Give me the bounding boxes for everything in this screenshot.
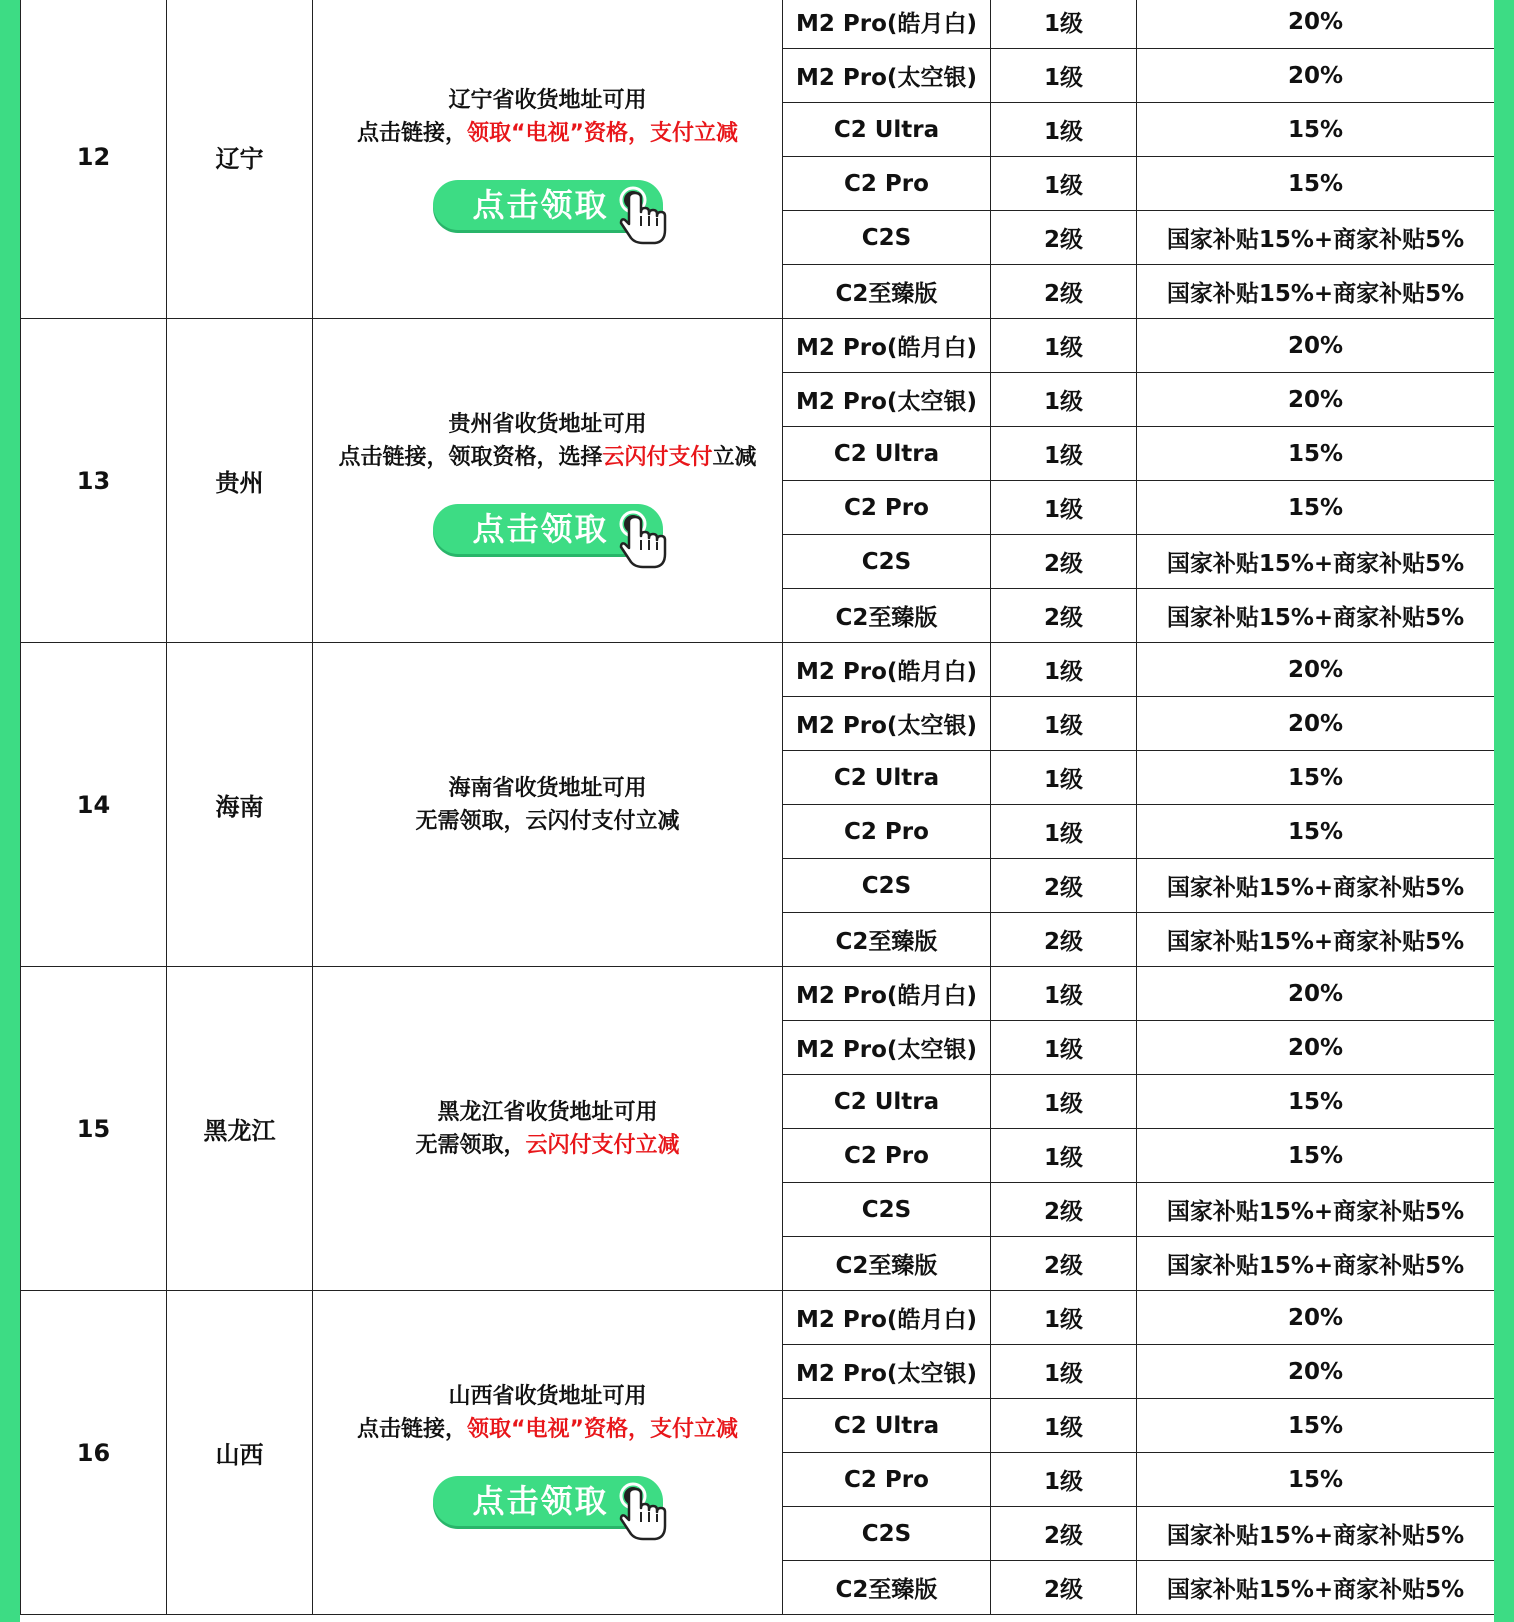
energy-grade: 2级: [991, 859, 1137, 913]
claim-button-label: 点击领取: [472, 1481, 609, 1520]
subsidy-value: 国家补贴15%+商家补贴5%: [1137, 589, 1495, 643]
subsidy-value: 20%: [1137, 643, 1495, 697]
model-name: C2 Pro: [783, 805, 991, 859]
model-name: M2 Pro(太空银): [783, 1345, 991, 1399]
table-row: [21, 0, 1495, 49]
subsidy-value: 15%: [1137, 805, 1495, 859]
model-name: C2至臻版: [783, 589, 991, 643]
energy-grade: 1级: [991, 0, 1137, 49]
subsidy-value: 国家补贴15%+商家补贴5%: [1137, 265, 1495, 319]
line2-black: 点击链接，领取资格，选择: [338, 444, 603, 470]
model-name: C2S: [783, 1507, 991, 1561]
subsidy-value: 15%: [1137, 427, 1495, 481]
claim-button-label: 点击领取: [472, 185, 609, 224]
model-name: C2 Pro: [783, 1453, 991, 1507]
subsidy-table-body: [21, 0, 1495, 1615]
subsidy-value: 国家补贴15%+商家补贴5%: [1137, 1561, 1495, 1615]
description-line1: 山西省收货地址可用: [448, 1383, 647, 1409]
subsidy-value: 15%: [1137, 1453, 1495, 1507]
energy-grade: 1级: [991, 1453, 1137, 1507]
model-name: C2至臻版: [783, 1561, 991, 1615]
model-name: C2至臻版: [783, 913, 991, 967]
description-line2: [317, 441, 778, 474]
line2-red: 云闪付支付: [602, 444, 713, 470]
claim-wrap: [317, 1476, 778, 1526]
table-row: [21, 319, 1495, 373]
row-number: 13: [21, 319, 167, 643]
energy-grade: 1级: [991, 103, 1137, 157]
table-row: [21, 643, 1495, 697]
model-name: C2 Ultra: [783, 427, 991, 481]
energy-grade: 1级: [991, 481, 1137, 535]
model-name: M2 Pro(皓月白): [783, 0, 991, 49]
description-cell: [313, 643, 783, 967]
table-row: [21, 1291, 1495, 1345]
description-line2: [317, 1413, 778, 1446]
model-name: M2 Pro(太空银): [783, 1021, 991, 1075]
subsidy-table-frame: [20, 0, 1494, 1622]
row-number: 12: [21, 0, 167, 319]
model-name: C2 Pro: [783, 481, 991, 535]
line2-tail: 立减: [712, 444, 757, 470]
model-name: C2 Ultra: [783, 1399, 991, 1453]
line2-red: 云闪付支付立减: [525, 1132, 680, 1158]
subsidy-value: 国家补贴15%+商家补贴5%: [1137, 859, 1495, 913]
row-number: 15: [21, 967, 167, 1291]
subsidy-value: 20%: [1137, 697, 1495, 751]
subsidy-value: 20%: [1137, 319, 1495, 373]
row-number: 16: [21, 1291, 167, 1615]
energy-grade: 1级: [991, 751, 1137, 805]
model-name: C2S: [783, 211, 991, 265]
model-name: C2至臻版: [783, 1237, 991, 1291]
model-name: M2 Pro(皓月白): [783, 319, 991, 373]
pointing-hand-icon: [617, 1482, 673, 1542]
province-name: 黑龙江: [167, 967, 313, 1291]
energy-grade: 1级: [991, 805, 1137, 859]
description-line1: 黑龙江省收货地址可用: [437, 1099, 658, 1125]
pointing-hand-icon: [617, 186, 673, 246]
energy-grade: 1级: [991, 1345, 1137, 1399]
model-name: C2 Ultra: [783, 1075, 991, 1129]
model-name: M2 Pro(皓月白): [783, 967, 991, 1021]
energy-grade: 2级: [991, 589, 1137, 643]
claim-button[interactable]: [433, 180, 663, 230]
subsidy-value: 15%: [1137, 157, 1495, 211]
line2-black: 点击链接，: [357, 120, 468, 146]
subsidy-table: [20, 0, 1494, 1615]
description-cell: [313, 967, 783, 1291]
line2-black: 点击链接，: [357, 1416, 468, 1442]
subsidy-value: 国家补贴15%+商家补贴5%: [1137, 1507, 1495, 1561]
subsidy-value: 20%: [1137, 1021, 1495, 1075]
energy-grade: 1级: [991, 1075, 1137, 1129]
energy-grade: 2级: [991, 535, 1137, 589]
description-line2: [317, 1129, 778, 1162]
subsidy-value: 15%: [1137, 103, 1495, 157]
energy-grade: 1级: [991, 1291, 1137, 1345]
subsidy-value: 20%: [1137, 49, 1495, 103]
subsidy-value: 国家补贴15%+商家补贴5%: [1137, 211, 1495, 265]
line2-red: 领取“电视”资格，支付立减: [467, 120, 738, 146]
energy-grade: 1级: [991, 1021, 1137, 1075]
claim-button-label: 点击领取: [472, 509, 609, 548]
row-number: 14: [21, 643, 167, 967]
line2-black: 无需领取，云闪付支付立减: [415, 808, 680, 834]
energy-grade: 2级: [991, 1237, 1137, 1291]
model-name: C2S: [783, 535, 991, 589]
description-cell: [313, 0, 783, 319]
energy-grade: 2级: [991, 1507, 1137, 1561]
province-name: 山西: [167, 1291, 313, 1615]
description-line1: 辽宁省收货地址可用: [448, 87, 647, 113]
model-name: C2 Ultra: [783, 751, 991, 805]
model-name: C2 Ultra: [783, 103, 991, 157]
model-name: M2 Pro(太空银): [783, 697, 991, 751]
energy-grade: 1级: [991, 373, 1137, 427]
energy-grade: 1级: [991, 319, 1137, 373]
energy-grade: 2级: [991, 1561, 1137, 1615]
table-row: [21, 967, 1495, 1021]
energy-grade: 1级: [991, 967, 1137, 1021]
subsidy-value: 15%: [1137, 1075, 1495, 1129]
subsidy-value: 国家补贴15%+商家补贴5%: [1137, 1237, 1495, 1291]
line2-black: 无需领取，: [415, 1132, 526, 1158]
energy-grade: 2级: [991, 211, 1137, 265]
subsidy-value: 15%: [1137, 1399, 1495, 1453]
energy-grade: 1级: [991, 157, 1137, 211]
energy-grade: 1级: [991, 1399, 1137, 1453]
energy-grade: 1级: [991, 427, 1137, 481]
energy-grade: 2级: [991, 265, 1137, 319]
description-line2: [317, 805, 778, 838]
model-name: C2至臻版: [783, 265, 991, 319]
line2-red: 领取“电视”资格，支付立减: [467, 1416, 738, 1442]
province-name: 海南: [167, 643, 313, 967]
subsidy-value: 20%: [1137, 1345, 1495, 1399]
subsidy-value: 15%: [1137, 1129, 1495, 1183]
province-name: 贵州: [167, 319, 313, 643]
energy-grade: 1级: [991, 49, 1137, 103]
subsidy-value: 国家补贴15%+商家补贴5%: [1137, 1183, 1495, 1237]
description-cell: [313, 319, 783, 643]
model-name: C2 Pro: [783, 157, 991, 211]
province-name: 辽宁: [167, 0, 313, 319]
claim-button[interactable]: [433, 1476, 663, 1526]
model-name: C2S: [783, 1183, 991, 1237]
subsidy-value: 20%: [1137, 0, 1495, 49]
subsidy-value: 15%: [1137, 751, 1495, 805]
description-cell: [313, 1291, 783, 1615]
subsidy-value: 国家补贴15%+商家补贴5%: [1137, 535, 1495, 589]
subsidy-value: 20%: [1137, 373, 1495, 427]
claim-wrap: [317, 180, 778, 230]
model-name: C2S: [783, 859, 991, 913]
model-name: M2 Pro(太空银): [783, 49, 991, 103]
pointing-hand-icon: [617, 510, 673, 570]
energy-grade: 1级: [991, 697, 1137, 751]
claim-wrap: [317, 504, 778, 554]
model-name: C2 Pro: [783, 1129, 991, 1183]
energy-grade: 2级: [991, 913, 1137, 967]
model-name: M2 Pro(皓月白): [783, 643, 991, 697]
energy-grade: 2级: [991, 1183, 1137, 1237]
subsidy-value: 国家补贴15%+商家补贴5%: [1137, 913, 1495, 967]
energy-grade: 1级: [991, 1129, 1137, 1183]
subsidy-value: 20%: [1137, 1291, 1495, 1345]
subsidy-value: 15%: [1137, 481, 1495, 535]
subsidy-value: 20%: [1137, 967, 1495, 1021]
description-line1: 贵州省收货地址可用: [448, 411, 647, 437]
energy-grade: 1级: [991, 643, 1137, 697]
description-line1: 海南省收货地址可用: [448, 775, 647, 801]
model-name: M2 Pro(皓月白): [783, 1291, 991, 1345]
model-name: M2 Pro(太空银): [783, 373, 991, 427]
description-line2: [317, 117, 778, 150]
claim-button[interactable]: [433, 504, 663, 554]
